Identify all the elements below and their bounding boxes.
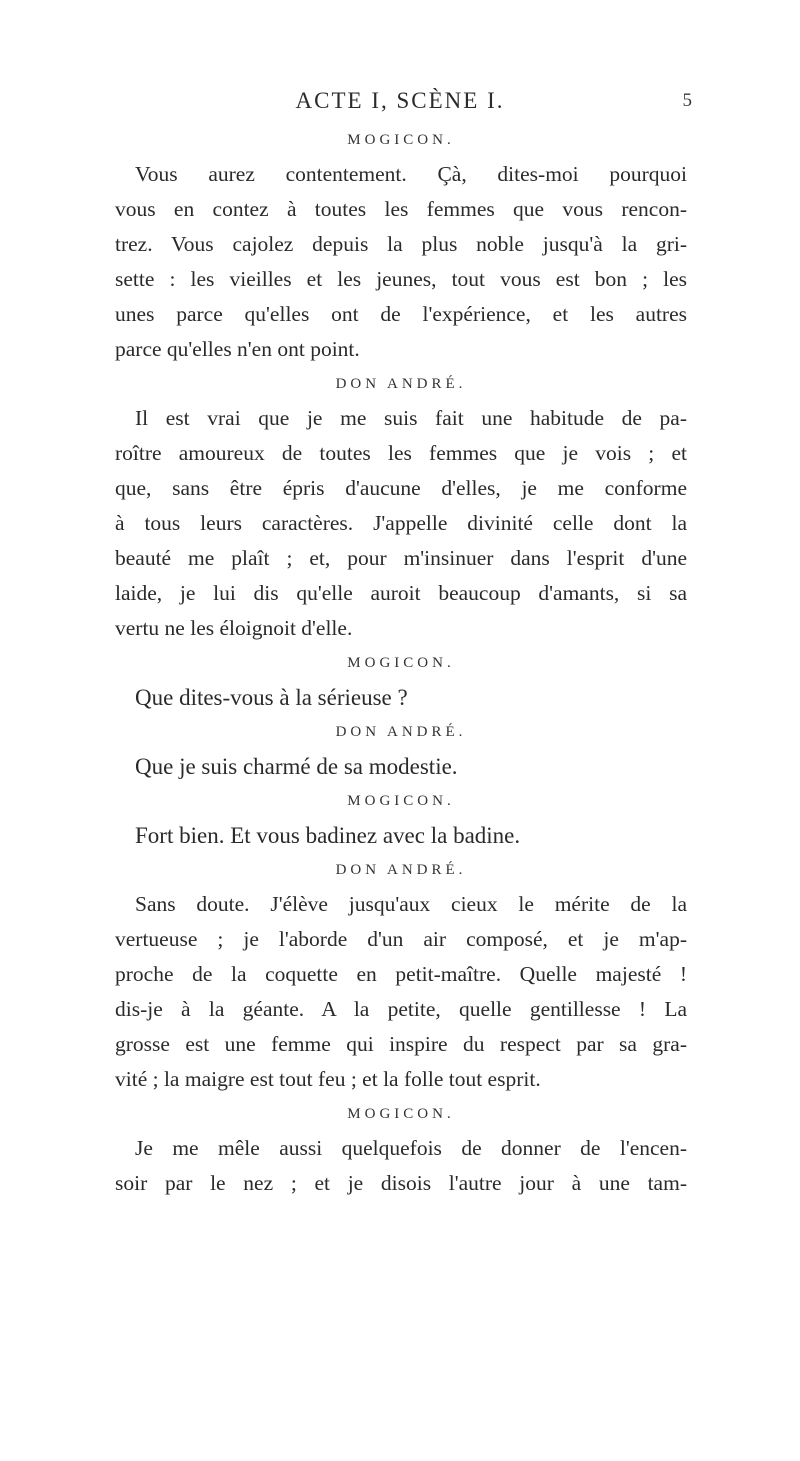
page-number: 5 [682,90,692,111]
text-line: sette : les vieilles et les jeunes, tout vous est bon ; les [115,267,687,291]
text-line: à tous leurs caractères. J'appelle divinité celle dont la [115,511,687,535]
text-line: que, sans être épris d'aucune d'elles, je me conforme [115,476,687,500]
text-line: Vous aurez contentement. Çà, dites-moi pourquoi [135,162,687,186]
text-line: Je me mêle aussi quelquefois de donner de l'encen- [135,1136,687,1160]
text-line: parce qu'elles n'en ont point. [115,337,360,361]
speaker-name: DON ANDRÉ. [335,724,467,740]
text-line: Que dites-vous à la sérieuse ? [135,685,408,710]
dialogue-text [115,123,687,1201]
text-line: soir par le nez ; et je disois l'autre jour à une tam- [115,1171,687,1195]
speaker-name: MOGICON. [347,655,455,671]
text-line: Sans doute. J'élève jusqu'aux cieux le mérite de la [135,892,687,916]
text-line: laide, je lui dis qu'elle auroit beaucoup d'amants, si sa [115,581,687,605]
text-line: Il est vrai que je me suis fait une habitude de pa- [135,406,687,430]
text-line: vité ; la maigre est tout feu ; et la folle tout esprit. [115,1067,541,1091]
text-line: Fort bien. Et vous badinez avec la badine. [135,823,521,848]
text-line: dis-je à la géante. A la petite, quelle gentillesse ! La [115,997,687,1021]
speaker-name: MOGICON. [347,793,455,809]
speaker-name: DON ANDRÉ. [335,376,467,392]
text-line: beauté me plaît ; et, pour m'insinuer dans l'esprit d'une [115,546,687,570]
text-line: grosse est une femme qui inspire du respect par sa gra- [115,1032,687,1056]
speaker-name: MOGICON. [347,1106,455,1122]
speaker-name: DON ANDRÉ. [335,862,467,878]
text-line: vous en contez à toutes les femmes que vous rencon- [115,197,687,221]
text-line: Que je suis charmé de sa modestie. [135,754,458,779]
text-line: vertu ne les éloignoit d'elle. [115,616,353,640]
text-line: trez. Vous cajolez depuis la plus noble jusqu'à la gri- [115,232,687,256]
text-line: unes parce qu'elles ont de l'expérience, et les autres [115,302,687,326]
text-line: proche de la coquette en petit-maître. Quelle majesté ! [115,962,687,986]
text-line: vertueuse ; je l'aborde d'un air composé, et je m'ap- [115,927,687,951]
running-head [100,86,700,116]
speaker-name: MOGICON. [347,132,455,148]
text-line: roître amoureux de toutes les femmes que je vois ; et [115,441,687,465]
running-title: ACTE I, SCÈNE I. [295,88,505,113]
